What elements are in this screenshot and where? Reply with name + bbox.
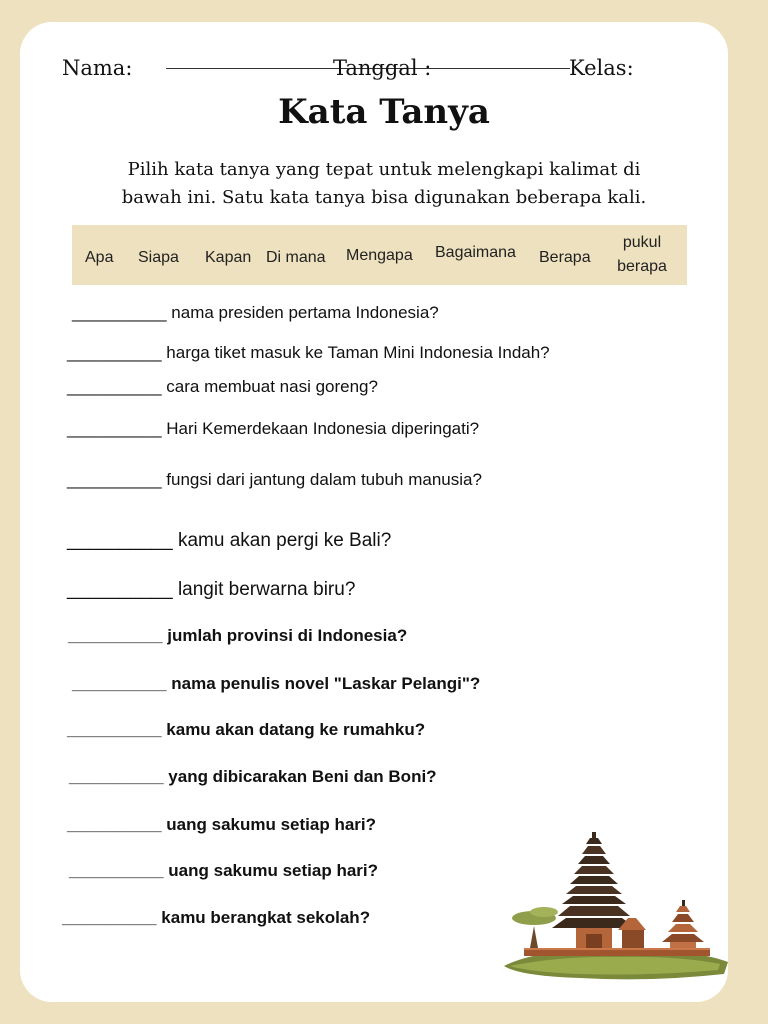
worksheet-title: Kata Tanya — [278, 92, 490, 132]
answer-blank[interactable]: __________ — [72, 674, 167, 693]
instructions-line-1: Pilih kata tanya yang tepat untuk melengkapi kalimat di — [127, 159, 641, 180]
question-1 — [72, 303, 439, 323]
instructions — [70, 156, 698, 212]
question-text: nama penulis novel "Laskar Pelangi"? — [171, 674, 481, 693]
bali-temple-illustration — [500, 826, 732, 982]
answer-blank[interactable]: __________ — [62, 908, 157, 927]
answer-blank[interactable]: __________ — [67, 579, 173, 600]
question-9 — [72, 674, 480, 694]
word-bank-item-multiline — [610, 231, 674, 279]
question-text: langit berwarna biru? — [177, 579, 356, 600]
date-label: Tanggal : — [333, 56, 432, 80]
answer-blank[interactable]: __________ — [67, 530, 173, 551]
name-label: Nama: — [62, 56, 133, 80]
answer-blank[interactable]: __________ — [67, 470, 162, 489]
word-bank-item: Mengapa — [346, 247, 413, 264]
question-text: uang sakumu setiap hari? — [168, 861, 379, 880]
question-2 — [67, 343, 550, 363]
question-7 — [67, 579, 355, 601]
question-5 — [67, 470, 482, 490]
answer-blank[interactable]: __________ — [68, 626, 163, 645]
question-3 — [67, 377, 378, 397]
answer-blank[interactable]: __________ — [67, 720, 162, 739]
question-11 — [69, 767, 437, 787]
question-13 — [69, 861, 378, 881]
question-text: nama presiden pertama Indonesia? — [171, 303, 439, 322]
word-bank-item: Siapa — [138, 249, 179, 266]
answer-blank[interactable]: __________ — [72, 303, 167, 322]
word-bank-item: Berapa — [539, 249, 591, 266]
question-14 — [62, 908, 370, 928]
answer-blank[interactable]: __________ — [67, 343, 162, 362]
question-text: uang sakumu setiap hari? — [166, 815, 377, 834]
question-6 — [67, 530, 391, 552]
word-bank-line: pukul — [622, 234, 662, 251]
class-label: Kelas: — [569, 56, 634, 80]
word-bank-item: Di mana — [266, 249, 326, 266]
word-bank — [72, 225, 687, 285]
question-text: harga tiket masuk ke Taman Mini Indonesia Indah? — [166, 343, 550, 362]
instructions-line-2: bawah ini. Satu kata tanya bisa digunakan beberapa kali. — [121, 187, 647, 208]
question-text: yang dibicarakan Beni dan Boni? — [168, 767, 437, 786]
answer-blank[interactable]: __________ — [67, 815, 162, 834]
word-bank-line: berapa — [617, 258, 667, 275]
answer-blank[interactable]: __________ — [69, 767, 164, 786]
question-text: kamu berangkat sekolah? — [161, 908, 371, 927]
word-bank-item: Bagaimana — [435, 244, 516, 261]
question-8 — [68, 626, 407, 646]
word-bank-item: Apa — [85, 249, 114, 266]
question-12 — [67, 815, 376, 835]
question-text: kamu akan pergi ke Bali? — [177, 530, 392, 551]
question-text: fungsi dari jantung dalam tubuh manusia? — [166, 470, 482, 489]
question-text: cara membuat nasi goreng? — [166, 377, 378, 396]
question-text: Hari Kemerdekaan Indonesia diperingati? — [166, 419, 480, 438]
answer-blank[interactable]: __________ — [69, 861, 164, 880]
question-text: kamu akan datang ke rumahku? — [166, 720, 426, 739]
answer-blank[interactable]: __________ — [67, 419, 162, 438]
word-bank-item: Kapan — [205, 249, 252, 266]
question-4 — [67, 419, 479, 439]
question-10 — [67, 720, 425, 740]
question-text: jumlah provinsi di Indonesia? — [167, 626, 408, 645]
answer-blank[interactable]: __________ — [67, 377, 162, 396]
